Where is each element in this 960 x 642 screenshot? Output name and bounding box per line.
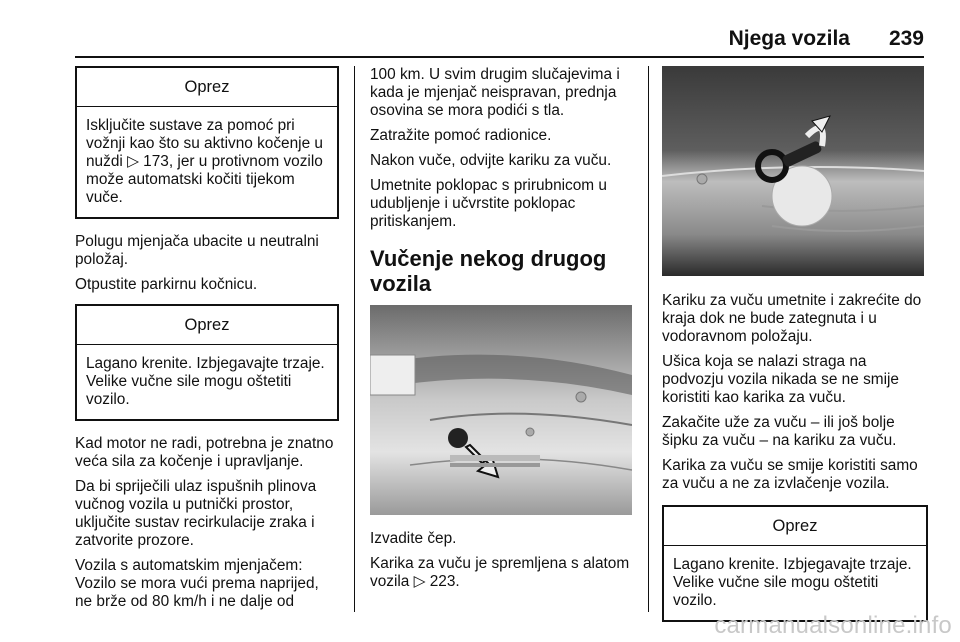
section-heading: Vučenje nekog drugog vozila (370, 246, 607, 296)
caution-title: Oprez (77, 306, 337, 345)
column-divider-1 (354, 66, 355, 612)
paragraph: Polugu mjenjača ubacite u neutralni položaj. (75, 233, 319, 268)
caution-body: Lagano krenite. Izbjegavajte trzaje. Velike vučne sile mogu oštetiti vozilo. (86, 355, 325, 408)
paragraph: Kariku za vuču umetnite i zakrećite do kraja dok ne bude zategnuta i u vodoravnom položaju. (662, 292, 922, 345)
paragraph: Zakačite uže za vuču – ili još bolje šipku za vuču – na kariku za vuču. (662, 414, 897, 449)
caution-box-2 (75, 304, 339, 421)
photo-towing-eye-insert (662, 66, 924, 276)
caution-box-3 (662, 505, 928, 622)
column-divider-2 (648, 66, 649, 612)
paragraph: Vozila s automatskim mjenjačem: Vozilo se mora vući prema naprijed, ne brže od 80 km/h i ne dalje od (75, 557, 319, 610)
paragraph: Da bi spriječili ulaz ispušnih plinova vučnog vozila u putnički prostor, uključite sustav recirkulacije zraka i zatvorite prozore. (75, 478, 317, 549)
column-3 (662, 292, 928, 636)
caution-body: Lagano krenite. Izbjegavajte trzaje. Velike vučne sile mogu oštetiti vozilo. (673, 556, 912, 609)
caution-body: Isključite sustave za pomoć pri vožnji kao što su aktivno kočenje u nuždi ▷ 173, jer u protivnom vozilo može automatski kočiti tijekom vuče. (86, 117, 323, 206)
paragraph: Ušica koja se nalazi straga na podvozju vozila nikada se ne smije koristiti kao karika za vuču. (662, 353, 899, 406)
caution-title: Oprez (77, 68, 337, 107)
paragraph: Izvadite čep. (370, 530, 457, 547)
paragraph: Karika za vuču je spremljena s alatom vozila ▷ 223. (370, 555, 630, 590)
paragraph: Zatražite pomoć radionice. (370, 127, 552, 144)
paragraph: Umetnite poklopac s prirubnicom u udubljenje i učvrstite poklopac pritiskanjem. (370, 177, 607, 230)
paragraph: Karika za vuču se smije koristiti samo za vuču a ne za izvlačenje vozila. (662, 457, 918, 492)
column-2-lower (370, 530, 640, 598)
page-header (0, 0, 960, 60)
column-2 (370, 66, 634, 310)
paragraph: Kad motor ne radi, potrebna je znatno veća sila za kočenje i upravljanje. (75, 435, 334, 470)
watermark: carmanualsonline.info (714, 612, 952, 639)
paragraph: Otpustite parkirnu kočnicu. (75, 276, 258, 293)
page-number: 239 (888, 27, 924, 50)
header-rule (75, 56, 924, 58)
photo-rear-bumper-cover (370, 305, 632, 515)
caution-box-1 (75, 66, 339, 219)
paragraph: 100 km. U svim drugim slučajevima i kada je mjenjač neispravan, prednja osovina se mora podići s tla. (370, 66, 620, 119)
caution-title: Oprez (664, 507, 926, 546)
column-1 (75, 66, 339, 618)
paragraph: Nakon vuče, odvijte kariku za vuču. (370, 152, 612, 169)
section-title: Njega vozila (728, 27, 850, 50)
